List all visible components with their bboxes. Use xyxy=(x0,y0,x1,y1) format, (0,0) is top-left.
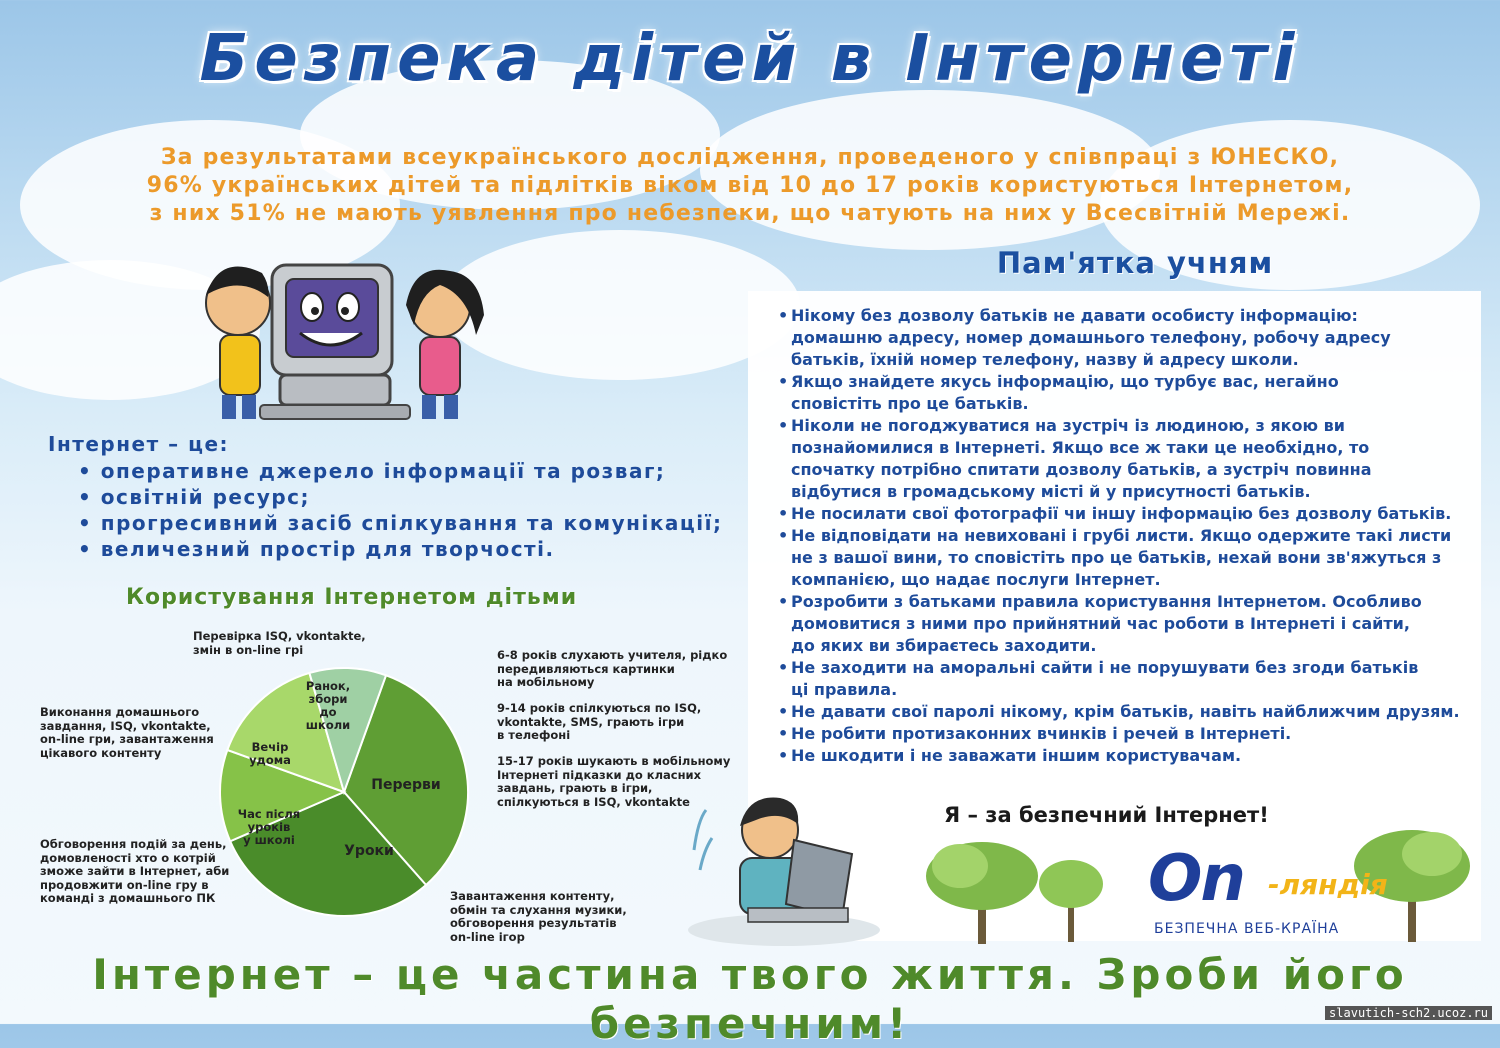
bullet: • xyxy=(778,702,789,721)
memo-item-text: Якщо знайдете якусь інформацію, що турбує вас, негайно сповістіть про це батьків. xyxy=(791,372,1339,413)
internet-is-item: • освітній ресурс; xyxy=(78,485,311,509)
slice-label-morning: Ранок, збори до школи xyxy=(305,679,351,732)
intro-line: 96% українських дітей та підлітків віком від 10 до 17 років користуються Інтернетом, xyxy=(146,173,1354,198)
memo-item xyxy=(778,503,1478,525)
memo-item xyxy=(778,745,1478,767)
watermark: slavutich-sch2.ucoz.ru xyxy=(1325,1006,1492,1020)
logo-subtitle: БЕЗПЕЧНА ВЕБ-КРАЇНА xyxy=(1154,921,1340,937)
bullet: • xyxy=(778,658,789,677)
intro-line: За результатами всеукраїнського дослідження, проведеного у співпраці з ЮНЕСКО, xyxy=(160,145,1340,170)
slice-label-lessons: Уроки xyxy=(344,843,394,859)
chart-annotation: 15-17 років шукають в мобільному Інтернеті підказки до класних завдань, грають в ігри, спілкуються в ISQ, vkontakte xyxy=(497,754,731,809)
bullet: • xyxy=(778,306,789,325)
chart-annotation: Завантаження контенту, обмін та слухання музики, обговорення результатів on-line ігор xyxy=(450,889,627,944)
memo-item xyxy=(778,723,1478,745)
memo-item-text: Не шкодити і не заважати іншим користувачам. xyxy=(791,746,1242,765)
intro-text xyxy=(60,144,1440,228)
memo-item xyxy=(778,701,1478,723)
bullet: • xyxy=(778,416,789,435)
memo-item-text: Розробити з батьками правила користування Інтернетом. Особливо домовитися з ними про прийнятний час роботи в Інтернеті і сайти, до яких ви збираєтесь заходити. xyxy=(791,592,1422,655)
memo-item xyxy=(778,415,1478,503)
memo-title: Пам'ятка учням xyxy=(996,246,1274,280)
memo-item-text: Не робити протизаконних вчинків і речей в Інтернеті. xyxy=(791,724,1292,743)
slice-label-evening: Вечір удома xyxy=(249,740,291,767)
memo-item-text: Нікому без дозволу батьків не давати особисту інформацію: домашню адресу, номер домашнього телефону, робочу адресу батьків, їхній номер телефону, назву й адресу школи. xyxy=(791,306,1391,369)
chart-annotation: 9-14 років спілкуються по ISQ, vkontakte, SMS, грають ігри в телефоні xyxy=(497,701,702,742)
bullet: • xyxy=(778,724,789,743)
slogan-safe-internet: Я – за безпечний Інтернет! xyxy=(944,803,1269,827)
chart-annotation: 6-8 років слухають учителя, рідко передивляються картинки на мобільному xyxy=(497,648,728,689)
bullet: • xyxy=(778,746,789,765)
memo-item xyxy=(778,525,1478,591)
memo-item-text: Ніколи не погоджуватися на зустріч із людиною, з якою ви познайомилися в Інтернеті. Якщо все ж таки це необхідно, то спочатку потрібно спитати дозволу батьків, а зустріч повинна відбутися в громадському місті й у присутності батьків. xyxy=(791,416,1372,501)
boy-at-computer-illustration xyxy=(684,790,884,950)
memo-item-text: Не відповідати на невиховані і грубі листи. Якщо одержите такі листи не з вашої вини, то сповістіть про це батьків, нехай вони зв'яжуться з компанією, що надає послуги Інтернет. xyxy=(791,526,1452,589)
memo-item-text: Не давати свої паролі нікому, крім батьків, навіть найближчим друзям. xyxy=(791,702,1460,721)
internet-is-item: • величезний простір для творчості. xyxy=(78,537,555,561)
logo-on: On xyxy=(1148,842,1244,916)
slice-label-after-school: Час після уроків у школі xyxy=(237,807,301,847)
kids-computer-illustration xyxy=(200,245,490,430)
bullet: • xyxy=(778,526,789,545)
chart-annotation: Обговорення подій за день, домовленості хто о котрій зможе зайти в Інтернет, аби продовжити on-line гру в команді з домашнього ПК xyxy=(40,837,230,905)
bullet: • xyxy=(778,372,789,391)
chart-annotation: Виконання домашнього завдання, ISQ, vkontakte, on-line гри, завантаження цікавого контенту xyxy=(40,705,214,760)
page-title: Безпека дітей в Інтернеті xyxy=(199,22,1301,96)
slice-label-breaks: Перерви xyxy=(371,777,441,793)
memo-item xyxy=(778,591,1478,657)
logo-landia: -ляндія xyxy=(1268,868,1388,901)
chart-title: Користування Інтернетом дітьми xyxy=(126,585,578,610)
internet-is-heading: Інтернет – це: xyxy=(48,432,230,456)
memo-item xyxy=(778,305,1478,371)
memo-item xyxy=(778,657,1478,701)
cloud-decoration xyxy=(440,230,800,380)
bullet: • xyxy=(778,592,789,611)
intro-line: з них 51% не мають уявлення про небезпеки, що чатують на них у Всесвітній Мережі. xyxy=(149,201,1351,226)
bullet: • xyxy=(778,504,789,523)
memo-item xyxy=(778,371,1478,415)
chart-annotation: Перевірка ISQ, vkontakte, змін в on-line грі xyxy=(193,629,366,657)
bottom-slogan: Інтернет – це частина твого життя. Зроби його безпечним! xyxy=(92,950,1408,1048)
internet-is-item: • прогресивний засіб спілкування та комунікації; xyxy=(78,511,723,535)
internet-is-item: • оперативне джерело інформації та розваг; xyxy=(78,459,666,483)
internet-is-list xyxy=(78,458,722,562)
memo-list xyxy=(778,305,1478,767)
memo-item-text: Не заходити на аморальні сайти і не порушувати без згоди батьків ці правила. xyxy=(791,658,1419,699)
memo-item-text: Не посилати свої фотографії чи іншу інформацію без дозволу батьків. xyxy=(791,504,1452,523)
